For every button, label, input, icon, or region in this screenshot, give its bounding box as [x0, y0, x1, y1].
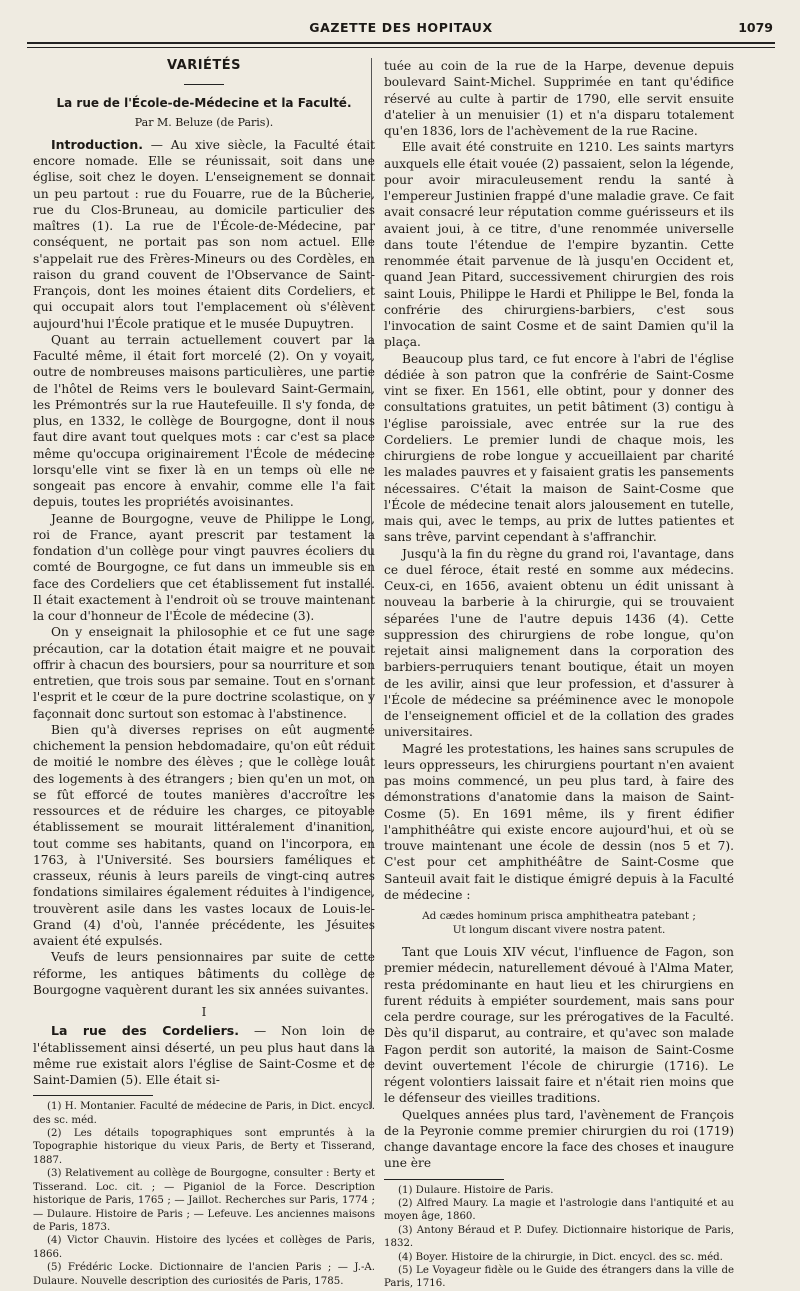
- paragraph: Magré les protestations, les haines sans scrupules de leurs oppresseurs, les chirurgiens pourtant n'en avaient pas moins commencé, un peu plus tard, à faire des démonstrations d'anatomie dans la maison de Saint-Cosme (5). En 1691 même, ils y firent édifier l'amphithéâtre qui existe encore aujourd'hui, et où se trouve maintenant une école de dessin (nos 5 et 7). C'est pour cet amphithéâtre de Saint-Cosme que Santeuil avait fait le distique émigré depuis à la Faculté de médecine :: [384, 741, 734, 902]
- paragraph: Bien qu'à diverses reprises on eût augmenté chichement la pension hebdomadaire, qu'on eût réduit de moitié le nombre des élèves ; que le collège louât des logements à des étrangers ; bien qu'en un mot, on se fût efforcé de toutes manières d'accroître les ressources et de réduire les charges, ce pitoyable établissement se mourait littéralement d'inanition, tout comme ses habitants, quand on l'incorpora, en 1763, à l'Université. Ses boursiers faméliques et crasseux, réunis à leurs pareils de vingt-cinq autres fondations similaires également réduites à l'indigence, trouvèrent asile dans les vastes locaux de Louis-le-Grand (4) d'où, l'année précédente, les Jésuites avaient été expulsés.: [33, 722, 375, 948]
- footnotes-rule: [33, 1095, 153, 1096]
- subsection-heading: La rue des Cordeliers.: [51, 1023, 239, 1039]
- paragraph-text: — Non loin de l'établissement ainsi déserté, un peu plus haut dans la même rue existait alors l'église de Saint-Cosme et de Saint-Damien (5). Elle était si-: [33, 1024, 375, 1087]
- paragraph: tuée au coin de la rue de la Harpe, devenue depuis boulevard Saint-Michel. Supprimée en tant qu'édifice réservé au culte à partir de 1790, elle servit ensuite d'atelier à un menuisier (1) et n'a disparu totalement qu'en 1836, lors de l'achèvement de la rue Racine.: [384, 59, 734, 138]
- page-header: [27, 20, 775, 38]
- page-number: 1079: [738, 20, 773, 35]
- footnote: (5) Frédéric Locke. Dictionnaire de l'ancien Paris ; — J.-A. Dulaure. Nouvelle description des curiosités de Paris, 1785.: [33, 1262, 375, 1287]
- section-rule: [184, 84, 224, 85]
- paragraph: Quelques années plus tard, l'avènement de François de la Peyronie comme premier chirurgien du roi (1719) change davantage encore la face des choses et inaugure une ère: [384, 1107, 734, 1171]
- footnote: (1) Dulaure. Histoire de Paris.: [398, 1184, 554, 1196]
- footnote: (4) Victor Chauvin. Histoire des lycées et collèges de Paris, 1866.: [33, 1235, 375, 1260]
- article-author: Par M. Beluze (de Paris).: [134, 115, 274, 129]
- paragraph: Elle avait été construite en 1210. Les saints martyrs auxquels elle était vouée (2) passaient, selon la légende, pour avoir miraculeusement rendu la santé à l'empereur Justinien frappé d'une maladie grave. Ce fait avait consacré leur réputation comme guérisseurs et ils avaient joui, à ce titre, d'une renommée universelle dans toute l'étendue de l'empire byzantin. Cette renommée était parvenue de là jusqu'en Occident et, quand Jean Pitard, successivement chirurgien des rois saint Louis, Philippe le Hardi et Philippe le Bel, fonda la confrérie des chirurgiens-barbiers, c'est sous l'invocation de saint Cosme et de saint Damien qu'il la plaça.: [384, 140, 734, 350]
- latin-distich: [384, 909, 734, 937]
- paragraph: On y enseignait la philosophie et ce fut une sage précaution, car la dotation était maigre et ne pouvait offrir à chacun des boursiers, pour sa nourriture et son entretien, que trois sous par semaine. Tout en s'ornant l'esprit et le cœur de la pure doctrine scolastique, on y façonnait donc surtout son estomac à l'abstinence.: [33, 625, 375, 721]
- journal-title: GAZETTE DES HOPITAUX: [309, 20, 493, 35]
- paragraph: Beaucoup plus tard, ce fut encore à l'abri de l'église dédiée à son patron que la confrérie de Saint-Cosme vint se fixer. En 1561, elle obtint, pour y donner des consultations gratuites, un petit bâtiment (3) contigu à l'église paroissiale, avec entrée sur la rue des Cordeliers. Le premier lundi de chaque mois, les chirurgiens de robe longue y accueillaient par charité les malades pauvres et y faisaient gratis les pansements nécessaires. C'était la maison de Saint-Cosme que l'École de médecine tenait alors jalousement en tutelle, mais qui, avec le temps, au prix de luttes patientes et sans trêve, parvint cependant à s'affranchir.: [384, 351, 734, 545]
- header-rule-thick: [27, 42, 775, 44]
- footnote: (2) Les détails topographiques sont empruntés à la Topographie historique du vieux Paris, de Berty et Tisserand, 1887.: [33, 1128, 375, 1166]
- footnote: (2) Alfred Maury. La magie et l'astrologie dans l'antiquité et au moyen âge, 1860.: [384, 1197, 734, 1223]
- paragraph: Veufs de leurs pensionnaires par suite de cette réforme, les antiques bâtiments du collège de Bourgogne vaquèrent durant les six années suivantes.: [33, 950, 375, 997]
- paragraph: [33, 1023, 375, 1088]
- article-title: La rue de l'École-de-Médecine et la Faculté.: [56, 96, 352, 111]
- footnote: (1) H. Montanier. Faculté de médecine de Paris, in Dict. encycl. des sc. méd.: [33, 1101, 375, 1126]
- distich-line: Ut longum discant vivere nostra patent.: [452, 924, 666, 936]
- distich-line: Ad cædes hominum prisca amphitheatra patebant ;: [422, 910, 696, 922]
- section-heading: VARIÉTÉS: [166, 58, 242, 73]
- footnote: (3) Relativement au collège de Bourgogne, consulter : Berty et Tisserand. Loc. cit. ; — Piganiol de la Force. Description historique de Paris, 1765 ; — Jaillot. Recherches sur Paris, 1774 ; — Dulaure. Histoire de Paris ; — Lefeuve. Les anciennes maisons de Paris, 1873.: [33, 1168, 375, 1233]
- right-column: [384, 58, 734, 1290]
- paragraph: Jeanne de Bourgogne, veuve de Philippe le Long, roi de France, ayant prescrit par testament la fondation d'un collège pour vingt pauvres écoliers du comté de Bourgogne, ce fut dans un immeuble sis en face des Cordeliers que cet établissement fut installé. Il était exactement à l'endroit où se trouve maintenant la cour d'honneur de l'École de médecine (3).: [33, 511, 375, 623]
- header-rule-thin: [27, 47, 775, 48]
- paragraph: Tant que Louis XIV vécut, l'influence de Fagon, son premier médecin, naturellement dévoué à l'Alma Mater, resta prédominante en haut lieu et les chirurgiens en furent réduits à empiéter sourdement, mais sans pour cela perdre courage, sur les prérogatives de la Faculté. Dès qu'il disparut, au contraire, et qu'avec son malade Fagon perdit son autorité, la maison de Saint-Cosme devint ouvertement l'école de chirurgie (1716). Le régent volontiers laissait faire et n'était rien moins que le défenseur des vieilles traditions.: [384, 945, 734, 1106]
- footnote: (3) Antony Béraud et P. Dufey. Dictionnaire historique de Paris, 1832.: [384, 1224, 734, 1250]
- left-column: [33, 58, 376, 1287]
- footnote: (4) Boyer. Histoire de la chirurgie, in Dict. encycl. des sc. méd.: [398, 1251, 723, 1263]
- paragraph: Quant au terrain actuellement couvert par la Faculté même, il était fort morcelé (2). On y voyait, outre de nombreuses maisons particulières, une partie de l'hôtel de Reims vers le boulevard Saint-Germain, les Prémontrés sur la rue Hautefeuille. Il s'y fonda, de plus, en 1332, le collège de Bourgogne, dont il nous faut dire avant tout quelques mots : car c'est sa place même qu'occupa originairement l'École de médecine lorsqu'elle vint se fixer là en un temps où elle ne songeait pas encore à envahir, comme elle l'a fait depuis, toutes les propriétés avoisinantes.: [33, 332, 375, 510]
- section-numeral: I: [201, 1005, 207, 1019]
- footnotes-rule: [384, 1179, 504, 1180]
- paragraph-text: — Au xive siècle, la Faculté était encore nomade. Elle se réunissait, soit dans une église, soit chez le doyen. L'enseignement se donnait un peu partout : rue du Fouarre, rue de la Bûcherie, rue du Clos-Bruneau, au domicile particulier des maîtres (1). La rue de l'École-de-Médecine, par conséquent, ne portait pas son nom actuel. Elle s'appelait rue des Frères-Mineurs ou des Cordèles, en raison du grand couvent de l'Observance de Saint-François, dont les moines étaient dits Cordeliers, et qui occupait alors tout l'emplacement où s'élèvent aujourd'hui l'École pratique et le musée Dupuytren.: [33, 137, 376, 331]
- intro-heading: Introduction.: [51, 136, 144, 152]
- footnote: (5) Le Voyageur fidèle ou le Guide des étrangers dans la ville de Paris, 1716.: [384, 1264, 734, 1290]
- paragraph: Jusqu'à la fin du règne du grand roi, l'avantage, dans ce duel féroce, était resté en somme aux médecins. Ceux-ci, en 1656, avaient obtenu un édit unissant à nouveau la barberie à la chirurgie, qui se trouvaient séparées l'une de l'autre depuis 1436 (4). Cette suppression des chirurgiens de robe longue, qu'on rejetait ainsi malignement dans la corporation des barbiers-perruquiers tenant boutique, était un moyen de les avilir, ainsi que leur profession, et d'assurer à l'École de médecine sa prééminence avec le monopole de l'enseignement officiel et de la collation des grades universitaires.: [384, 546, 734, 740]
- paragraph: [33, 137, 375, 332]
